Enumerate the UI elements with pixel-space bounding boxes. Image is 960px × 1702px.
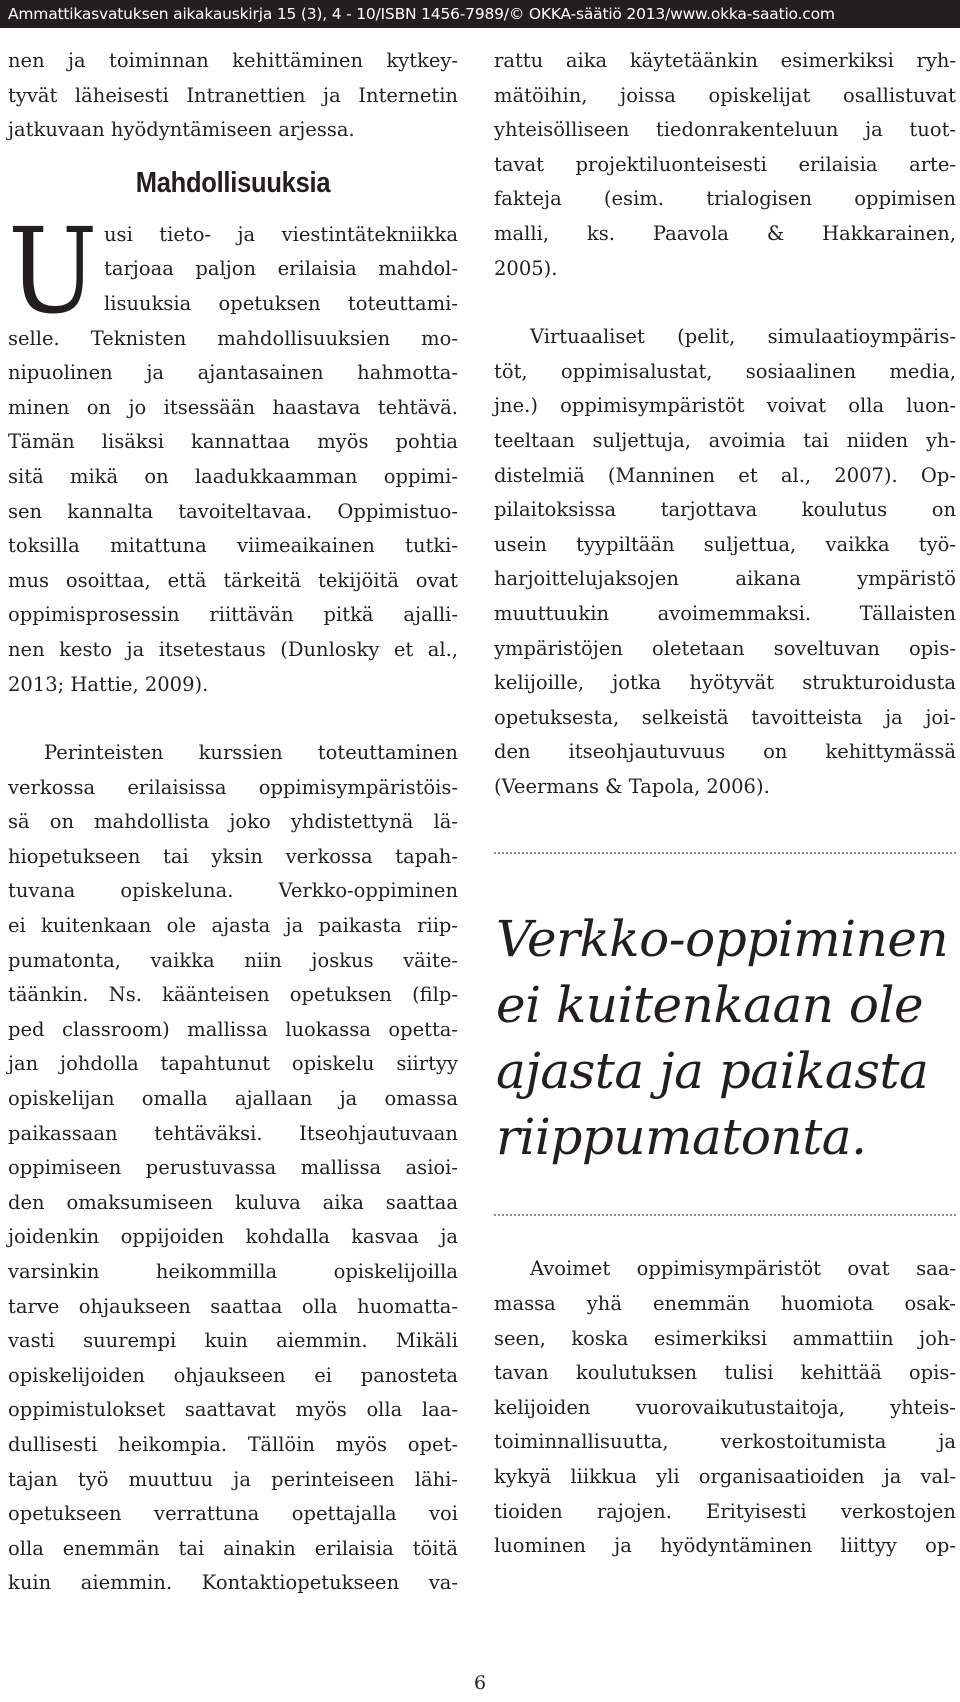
text-line: dullisesti heikompia. Tällöin myös opet- [8,1432,458,1456]
text-line: den itseohjautuvuus on kehittymässä [494,740,956,764]
text-line: verkossa erilaisissa oppimisympäristöis- [8,775,458,799]
text-line: tarve ohjaukseen saattaa olla huomatta- [8,1294,458,1318]
text-line: tavat projektiluonteisesti erilaisia arte- [494,152,956,176]
text-line: nipuolinen ja ajantasainen hahmotta- [8,361,458,385]
text-line: 2005). [494,256,558,280]
text-line: luominen ja hyödyntäminen liittyy op- [494,1534,956,1558]
paragraph-gap [494,286,956,320]
text-line: oppimiseen perustuvassa mallissa asioi- [8,1156,458,1180]
text-line: paikassaan tehtäväksi. Itseohjautuvaan [8,1121,458,1145]
text-line: jatkuvaan hyödyntämiseen arjessa. [8,118,355,142]
pull-quote-line: ajasta ja paikasta [496,1042,929,1101]
left-paragraph-1 [8,201,458,702]
text-line: kuin aiemmin. Kontaktiopetukseen va- [8,1571,458,1595]
right-paragraph-1 [494,320,956,804]
text-line: mätöihin, joissa opiskelijat osallistuvat [494,83,956,107]
text-line: vasti suurempi kuin aiemmin. Mikäli [8,1329,458,1353]
text-line: töt, oppimisalustat, sosiaalinen media, [494,359,956,383]
spacer [494,1170,956,1214]
text-line: massa yhä enemmän huomiota osak- [494,1292,956,1316]
text-line: rattu aika käytetäänkin esimerkiksi ryh- [494,49,956,72]
text-line: nen kesto ja itsetestaus (Dunlosky et al., [8,637,458,661]
text-line: sen kannalta tavoiteltavaa. Oppimistuo- [8,499,458,523]
right-paragraph-2 [494,1252,956,1563]
text-line: tioiden rajojen. Erityisesti verkostojen [494,1499,956,1523]
text-line: usein tyypiltään suljettua, vaikka työ- [494,532,956,556]
paragraph-gap [8,702,458,736]
text-line: täänkin. Ns. käänteisen opetuksen (filp- [8,983,458,1007]
text-line: varsinkin heikommilla opiskelijoilla [8,1260,458,1283]
pull-quote-line: riippumatonta. [496,1108,867,1167]
text-line: seen, koska esimerkiksi ammattiin joh- [494,1326,956,1350]
spacer [494,804,956,852]
text-line: opiskelijan omalla ajallaan ja omassa [8,1087,458,1111]
right-paragraph-0 [494,44,956,286]
text-line: opiskelijoiden ohjaukseen ei panosteta [8,1363,458,1387]
text-line: jne.) oppimisympäristöt voivat olla luon- [494,394,956,418]
text-line: oppimistulokset saattavat myös olla laa- [8,1398,458,1422]
text-line: opetuksesta, selkeistä tavoitteista ja joi- [494,705,956,729]
text-line: pumatonta, vaikka niin joskus väite- [8,948,458,972]
text-line: ympäristöjen oletetaan soveltuvan opis- [494,636,956,660]
text-line: Perinteisten kurssien toteuttaminen [44,741,458,765]
text-line: sitä mikä on laadukkaamman oppimi- [8,464,458,488]
text-line: usi tieto- ja viestintätekniikka [104,222,458,246]
text-line: (Veermans & Tapola, 2006). [494,774,770,798]
text-line: kelijoiden vuorovaikutustaitoja, yhteis- [494,1395,956,1419]
text-line: 2013; Hattie, 2009). [8,672,209,696]
spacer [494,854,956,906]
left-paragraph-0 [8,44,458,148]
text-line: Virtuaaliset (pelit, simulaatioympäris- [530,325,956,349]
pull-quote [494,906,956,1170]
left-paragraph-2 [8,736,458,1601]
text-line: tuvana opiskeluna. Verkko-oppiminen [8,879,458,903]
section-title: Mahdollisuuksia [135,166,331,199]
text-line: Tämän lisäksi kannattaa myös pohtia [8,430,458,454]
text-line: tyvät läheisesti Intranettien ja Internetin [8,83,458,107]
pull-quote-line: Verkko-oppiminen [496,910,949,969]
text-line: kelijoille, jotka hyötyvät strukturoidusta [494,671,956,695]
text-line: ei kuitenkaan ole ajasta ja paikasta riip- [8,914,458,938]
text-line: malli, ks. Paavola & Hakkarainen, [494,221,956,245]
page-number: 6 [473,1672,487,1694]
journal-header: Ammattikasvatuksen aikakauskirja 15 (3), 4 - 10/ISBN 1456-7989/© OKKA-säätiö 2013/www.okka-saatio.com [0,0,960,28]
text-line: muuttuukin avoimemmaksi. Tällaisten [494,601,956,625]
text-line: distelmiä (Manninen et al., 2007). Op- [494,463,956,487]
right-column [494,44,956,1564]
text-line: tajan työ muuttuu ja perinteiseen lähi- [8,1467,458,1491]
text-line: toiminnallisuutta, verkostoitumista ja [494,1430,956,1454]
text-line: hiopetukseen tai yksin verkossa tapah- [8,844,458,868]
text-line: pilaitoksissa tarjottava koulutus on [494,498,956,522]
text-line: harjoittelujaksojen aikana ympäristö [494,567,956,591]
text-line: toksilla mitattuna viimeaikainen tutki- [8,534,458,558]
text-line: fakteja (esim. trialogisen oppimisen [494,187,956,211]
text-line: teeltaan suljettuja, avoimia tai niiden yh- [494,428,956,452]
text-line: tavan koulutuksen tulisi kehittää opis- [494,1361,956,1385]
text-line: lisuuksia opetuksen toteuttami- [104,291,458,315]
text-line: nen ja toiminnan kehittäminen kytkey- [8,49,458,72]
text-line: yhteisölliseen tiedonrakenteluun ja tuot- [494,118,956,142]
text-line: opetukseen verrattuna opettajalla voi [8,1502,458,1526]
text-line: oppimisprosessin riittävän pitkä ajalli- [8,603,458,627]
text-line: den omaksumiseen kuluva aika saattaa [8,1190,458,1214]
left-column [8,44,458,1601]
text-line: jan johdolla tapahtunut opiskelu siirtyy [8,1052,458,1076]
drop-cap: U [8,201,98,340]
text-line: sä on mahdollista joko yhdistettynä lä- [8,810,458,834]
text-line: Avoimet oppimisympäristöt ovat saa- [530,1257,956,1281]
text-line: kykyä liikkua yli organisaatioiden ja val- [494,1465,956,1489]
spacer [494,1216,956,1252]
text-line: minen on jo itsessään haastava tehtävä. [8,395,458,419]
text-line: ped classroom) mallissa luokassa opetta- [8,1017,458,1041]
text-line: olla enemmän tai ainakin erilaisia töitä [8,1536,458,1560]
text-line: selle. Teknisten mahdollisuuksien mo- [8,326,458,350]
text-line: mus osoittaa, että tärkeitä tekijöitä ovat [8,568,458,592]
text-line: tarjoaa paljon erilaisia mahdol- [104,257,458,281]
pull-quote-line: ei kuitenkaan ole [496,976,924,1035]
text-line: joidenkin oppijoiden kohdalla kasvaa ja [8,1225,458,1249]
